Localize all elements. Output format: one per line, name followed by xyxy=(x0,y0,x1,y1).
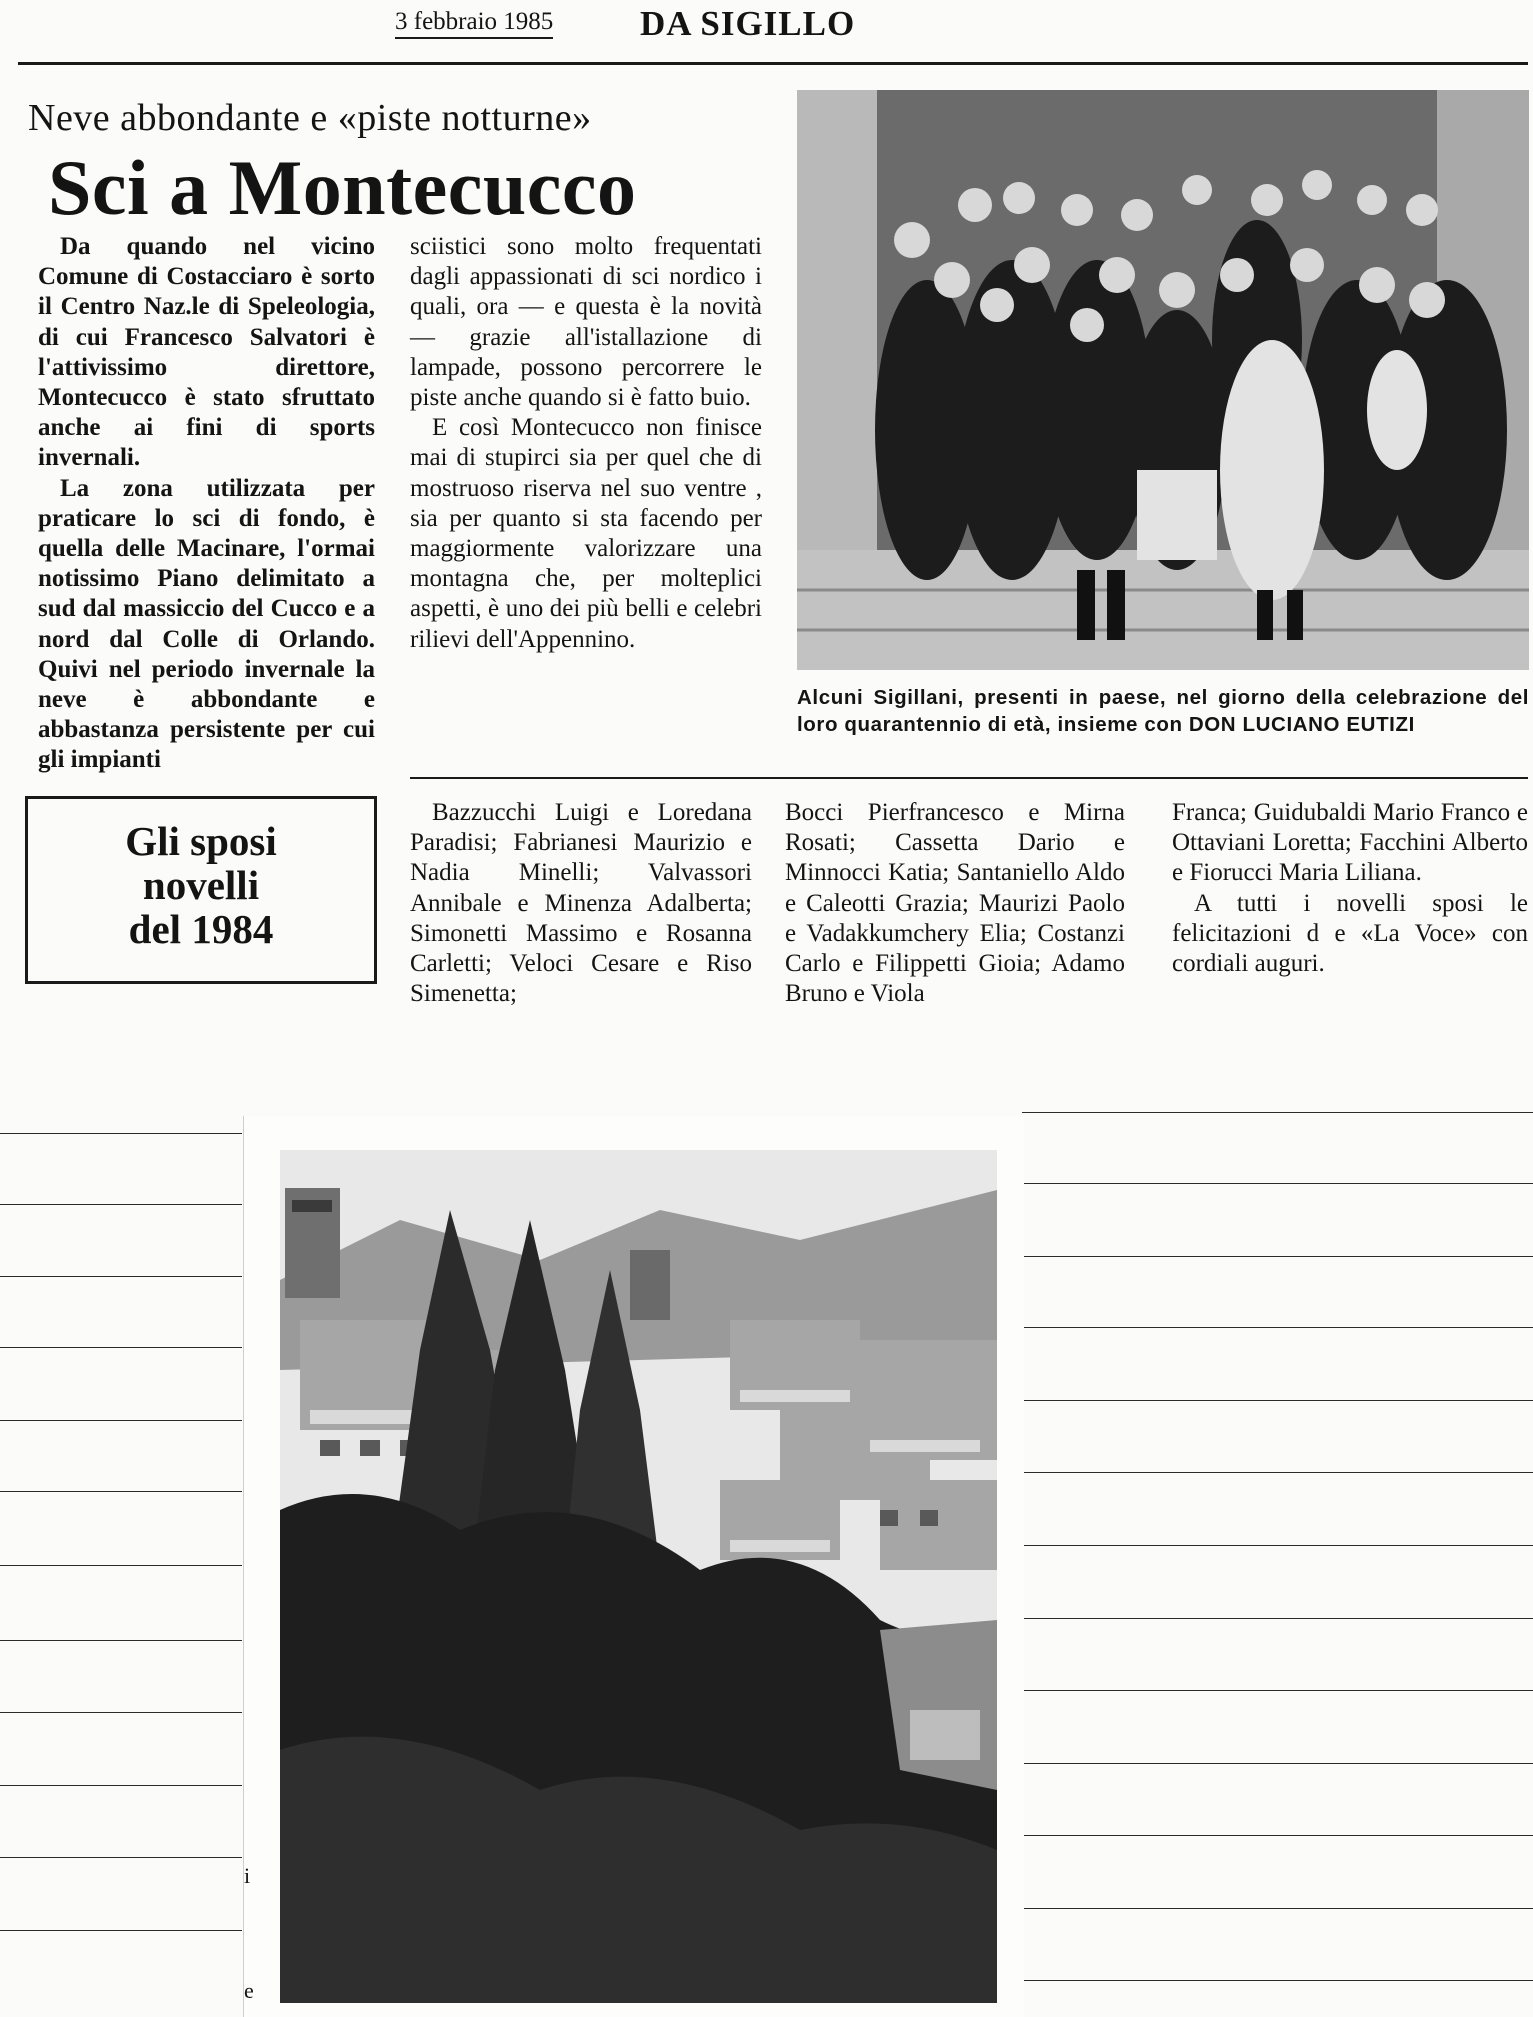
town-photo xyxy=(280,1150,997,2003)
group-photo xyxy=(797,90,1529,670)
article-paragraph: Da quando nel vicino Comune di Costacciaro è sorto il Centro Naz.le di Speleologia, di cui Francesco Salvatori è l'attivissimo direttore, Montecucco è stato sfruttato anche ai fini di sports invernali. xyxy=(38,233,375,472)
margin-letter-e: e xyxy=(244,1978,254,2003)
sposi-list: Franca; Guidubaldi Mario Franco e Ottaviani Loretta; Facchini Alberto e Fiorucci Maria Liliana. xyxy=(1172,799,1528,887)
article-paragraph: La zona utilizzata per praticare lo sci di fondo, è quella delle Macinare, l'ormai notissimo Piano delimitato a sud dal massiccio del Cucco e a nord dal Colle di Orlando. Quivi nel periodo invernale la neve è abbondante e abbastanza persistente per cui gli impianti xyxy=(38,474,375,774)
date-line xyxy=(395,8,553,39)
group-photo-image xyxy=(797,90,1529,670)
sposi-box-line: Gli sposi xyxy=(125,818,277,864)
article-paragraph: sciistici sono molto frequentati dagli appassionati di sci nordico i quali, ora — e questa è la novità — grazie all'istallazione di lampade, possono percorrere le piste anche quando si è fatto buio. xyxy=(410,233,762,412)
margin-letter-i: i xyxy=(244,1863,251,1888)
article-kicker: Neve abbondante e «piste notturne» xyxy=(28,97,592,139)
sposi-column-3 xyxy=(1172,798,1528,979)
photo-caption: Alcuni Sigillani, presenti in paese, nel giorno della celebrazione del loro quarantennio di età, insieme con DON LUCIANO EUTIZI xyxy=(797,686,1529,736)
sposi-box-line: del 1984 xyxy=(128,906,274,952)
sposi-list: Bocci Pierfrancesco e Mirna Rosati; Cassetta Dario e Minnocci Katia; Santaniello Aldo e Caleotti Grazia; Maurizi Paolo e Vadakkumchery Elia; Costanzi Carlo e Filippetti Gioia; Adamo Bruno e Viola xyxy=(785,799,1125,1008)
sposi-greeting: A tutti i novelli sposi le felicitazioni d e «La Voce» con cordiali auguri. xyxy=(1172,889,1528,978)
article-column-1 xyxy=(38,232,375,776)
sposi-list: Bazzucchi Luigi e Loredana Paradisi; Fabrianesi Maurizio e Nadia Minelli; Valvassori Annibale e Minenza Adalberta; Simonetti Massimo e Rosanna Carletti; Veloci Cesare e Riso Simenetta; xyxy=(410,799,752,1008)
sposi-column-2 xyxy=(785,798,1125,1009)
header-rule xyxy=(18,62,1528,65)
article-headline: Sci a Montecucco xyxy=(48,144,637,231)
section-rule xyxy=(410,777,1528,779)
article-column-2 xyxy=(410,232,762,655)
section-title: DA SIGILLO xyxy=(640,4,856,43)
sposi-box-line: novelli xyxy=(142,862,260,908)
issue-date: 3 febbraio 1985 xyxy=(395,8,554,35)
sposi-box xyxy=(25,796,377,984)
article-paragraph: E così Montecucco non finisce mai di stupirci sia per quel che di mostruoso riserva nel suo ventre , sia per quanto si sta facendo per maggiormente valorizzare una montagna che, per molteplici aspetti, è uno dei più belli e celebri rilievi dell'Appennino. xyxy=(410,414,762,653)
town-photo-image xyxy=(280,1150,997,2003)
sposi-column-1 xyxy=(410,798,752,1009)
